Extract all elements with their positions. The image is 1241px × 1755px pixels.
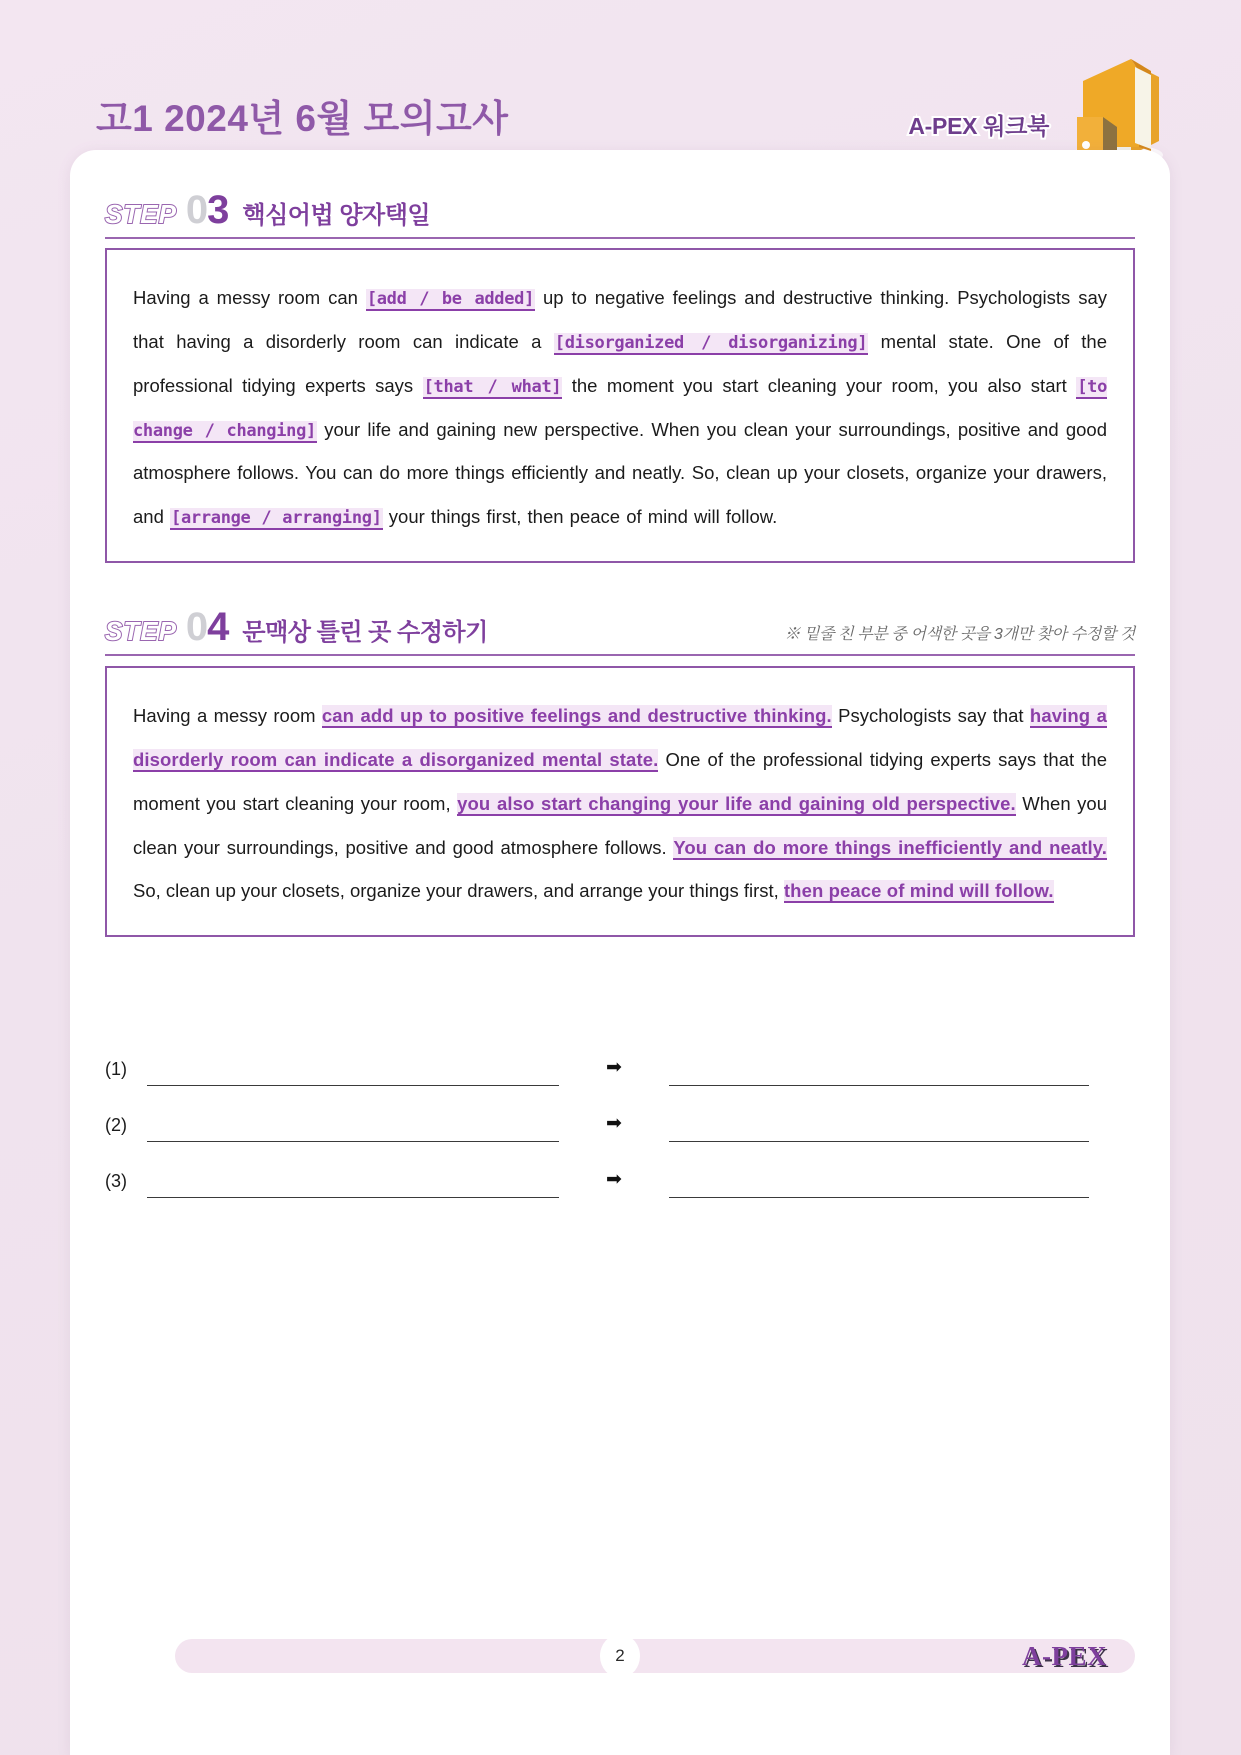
underlined-segment: you also start changing your life and gaining old perspective. xyxy=(457,792,1016,814)
answer-rows xyxy=(105,1030,1135,1198)
answer-input-correction[interactable] xyxy=(669,1112,1089,1142)
step-04-number-digit: 4 xyxy=(207,605,229,649)
answer-input-original[interactable] xyxy=(147,1112,559,1142)
choice-option: [arrange / arranging] xyxy=(171,508,382,529)
step-04-number xyxy=(186,607,229,647)
answer-row-label: (1) xyxy=(105,1059,127,1079)
arrow-icon: ➡ xyxy=(606,1113,622,1134)
answer-row xyxy=(105,1142,1135,1198)
underlined-segment: can add up to positive feelings and destructive thinking. xyxy=(321,705,832,726)
step-03-number-digit: 3 xyxy=(207,188,229,232)
page-header xyxy=(0,0,1241,155)
step-04-passage: Having a messy room can add up to positive feelings and destructive thinking. Psychologists say that having a disorderly room can indicate a disorganized mental state. One of the professional tidying experts says that the moment you start cleaning your room, you also start changing your life and gaining old perspective. When you clean your surroundings, positive and good atmosphere follows. You can do more things inefficiently and neatly. So, clean up your closets, organize your drawers, and arrange your things first, then peace of mind will follow. xyxy=(105,666,1135,937)
choice-option: [to change / changing] xyxy=(133,376,1108,441)
underlined-segment: You can do more things inefficiently and neatly. xyxy=(673,836,1107,858)
page-footer xyxy=(105,1639,1135,1673)
answer-row xyxy=(105,1030,1135,1086)
step-04-instruction-note: ※ 밑줄 친 부분 중 어색한 곳을 3개만 찾아 수정할 것 xyxy=(784,626,1135,643)
page-number: 2 xyxy=(600,1634,640,1678)
answer-input-correction[interactable] xyxy=(669,1168,1089,1198)
step-03-passage: Having a messy room can [add / be added] up to negative feelings and destructive thinking. Psychologists say that having a disorderly room can indicate a [disorganized / disorganizing] mental state. One of the professional tidying experts says [that / what] the moment you start cleaning your room, you also start [to change / changing] your life and gaining new perspective. When you clean your surroundings, positive and good atmosphere follows. You can do more things efficiently and neatly. So, clean up your closets, organize your drawers, and [arrange / arranging] your things first, then peace of mind will follow. xyxy=(105,248,1135,563)
choice-option: [that / what] xyxy=(423,376,562,397)
footer-logo: A-PEX xyxy=(1022,1641,1107,1671)
step-03-number-zero: 0 xyxy=(185,188,208,232)
answer-input-original[interactable] xyxy=(147,1168,559,1198)
step-03-word: STEP xyxy=(105,199,177,229)
step-03-title: 핵심어법 양자택일 xyxy=(242,202,431,229)
step-03-header xyxy=(105,190,1135,239)
workbook-badge: A-PEX 워크북 xyxy=(908,113,1049,139)
footer-bar xyxy=(175,1639,1135,1673)
step-04-word: STEP xyxy=(105,616,177,646)
answer-row xyxy=(105,1086,1135,1142)
step-04-header xyxy=(105,607,1135,656)
arrow-icon: ➡ xyxy=(606,1169,622,1190)
answer-input-correction[interactable] xyxy=(669,1056,1089,1086)
page-title: 고1 2024년 6월 모의고사 xyxy=(96,98,509,139)
underlined-segment: then peace of mind will follow. xyxy=(783,880,1054,902)
step-04-title: 문맥상 틀린 곳 수정하기 xyxy=(242,619,488,646)
step-04-number-zero: 0 xyxy=(185,605,208,649)
answer-row-label: (2) xyxy=(105,1115,127,1135)
choice-option: [add / be added] xyxy=(366,289,535,309)
choice-option: [disorganized / disorganizing] xyxy=(554,332,868,353)
arrow-icon: ➡ xyxy=(606,1057,622,1078)
answer-input-original[interactable] xyxy=(147,1056,559,1086)
answer-row-label: (3) xyxy=(105,1171,127,1191)
worksheet-sheet xyxy=(70,150,1170,1755)
underlined-segment: having a disorderly room can indicate a disorganized mental state. xyxy=(133,705,1107,770)
step-03-number xyxy=(186,190,229,230)
